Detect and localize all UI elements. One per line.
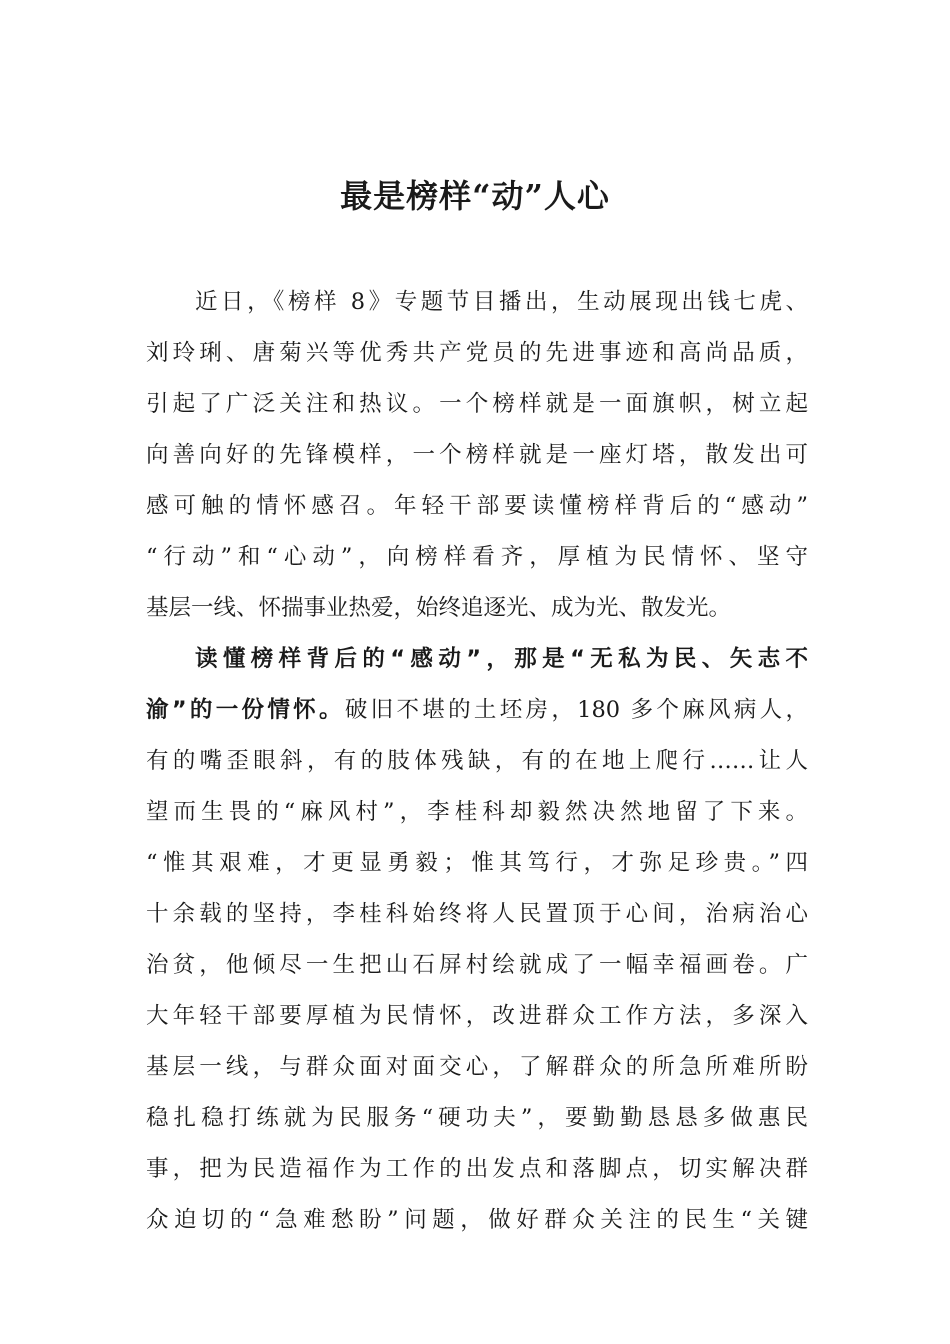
paragraph-2-line-12: 众迫切的“急难愁盼”问题，做好群众关注的民生“关键 — [146, 1207, 808, 1233]
paragraph-2-bold-lead: 渝”的一份情怀。 — [146, 697, 345, 723]
paragraph-1-line-4: 向善向好的先锋模样，一个榜样就是一座灯塔，散发出可 — [146, 442, 808, 468]
paragraph-1-line-1: 近日，《榜样 8》专题节目播出，生动展现出钱七虎、 — [195, 289, 808, 315]
paragraph-2-line-6: 十余载的坚持，李桂科始终将人民置顶于心间，治病治心 — [146, 901, 808, 927]
article-body — [146, 277, 808, 1246]
paragraph-2-line-2-text: 破旧不堪的土坯房，180 多个麻风病人， — [344, 697, 808, 723]
paragraph-1-line-6: “行动”和“心动”，向榜样看齐，厚植为民情怀、坚守 — [146, 544, 808, 570]
paragraph-2-line-9: 基层一线，与群众面对面交心，了解群众的所急所难所盼 — [146, 1054, 808, 1080]
paragraph-1-line-3: 引起了广泛关注和热议。一个榜样就是一面旗帜，树立起 — [146, 391, 808, 417]
paragraph-2-line-7: 治贫，他倾尽一生把山石屏村绘就成了一幅幸福画卷。广 — [146, 952, 808, 978]
paragraph-1-line-2: 刘玲琍、唐菊兴等优秀共产党员的先进事迹和高尚品质， — [146, 340, 808, 366]
paragraph-2-line-3: 有的嘴歪眼斜，有的肢体残缺，有的在地上爬行……让人 — [146, 748, 808, 774]
paragraph-2-line-2 — [146, 685, 808, 736]
paragraph-1-line-7: 基层一线、怀揣事业热爱，始终追逐光、成为光、散发光。 — [146, 595, 732, 621]
paragraph-2-line-1: 读懂榜样背后的“感动”，那是“无私为民、矢志不 — [195, 646, 808, 672]
article-title: 最是榜样“动”人心 — [340, 177, 610, 215]
paragraph-1-line-5: 感可触的情怀感召。年轻干部要读懂榜样背后的“感动” — [146, 493, 808, 519]
paragraph-2-line-8: 大年轻干部要厚植为民情怀，改进群众工作方法，多深入 — [146, 1003, 808, 1029]
paragraph-2-line-10: 稳扎稳打练就为民服务“硬功夫”，要勤勤恳恳多做惠民 — [146, 1105, 808, 1131]
paragraph-2-line-4: 望而生畏的“麻风村”，李桂科却毅然决然地留了下来。 — [146, 799, 808, 825]
paragraph-2-line-11: 事，把为民造福作为工作的出发点和落脚点，切实解决群 — [146, 1156, 808, 1182]
paragraph-2-line-5: “惟其艰难，才更显勇毅；惟其笃行，才弥足珍贵。”四 — [146, 850, 808, 876]
